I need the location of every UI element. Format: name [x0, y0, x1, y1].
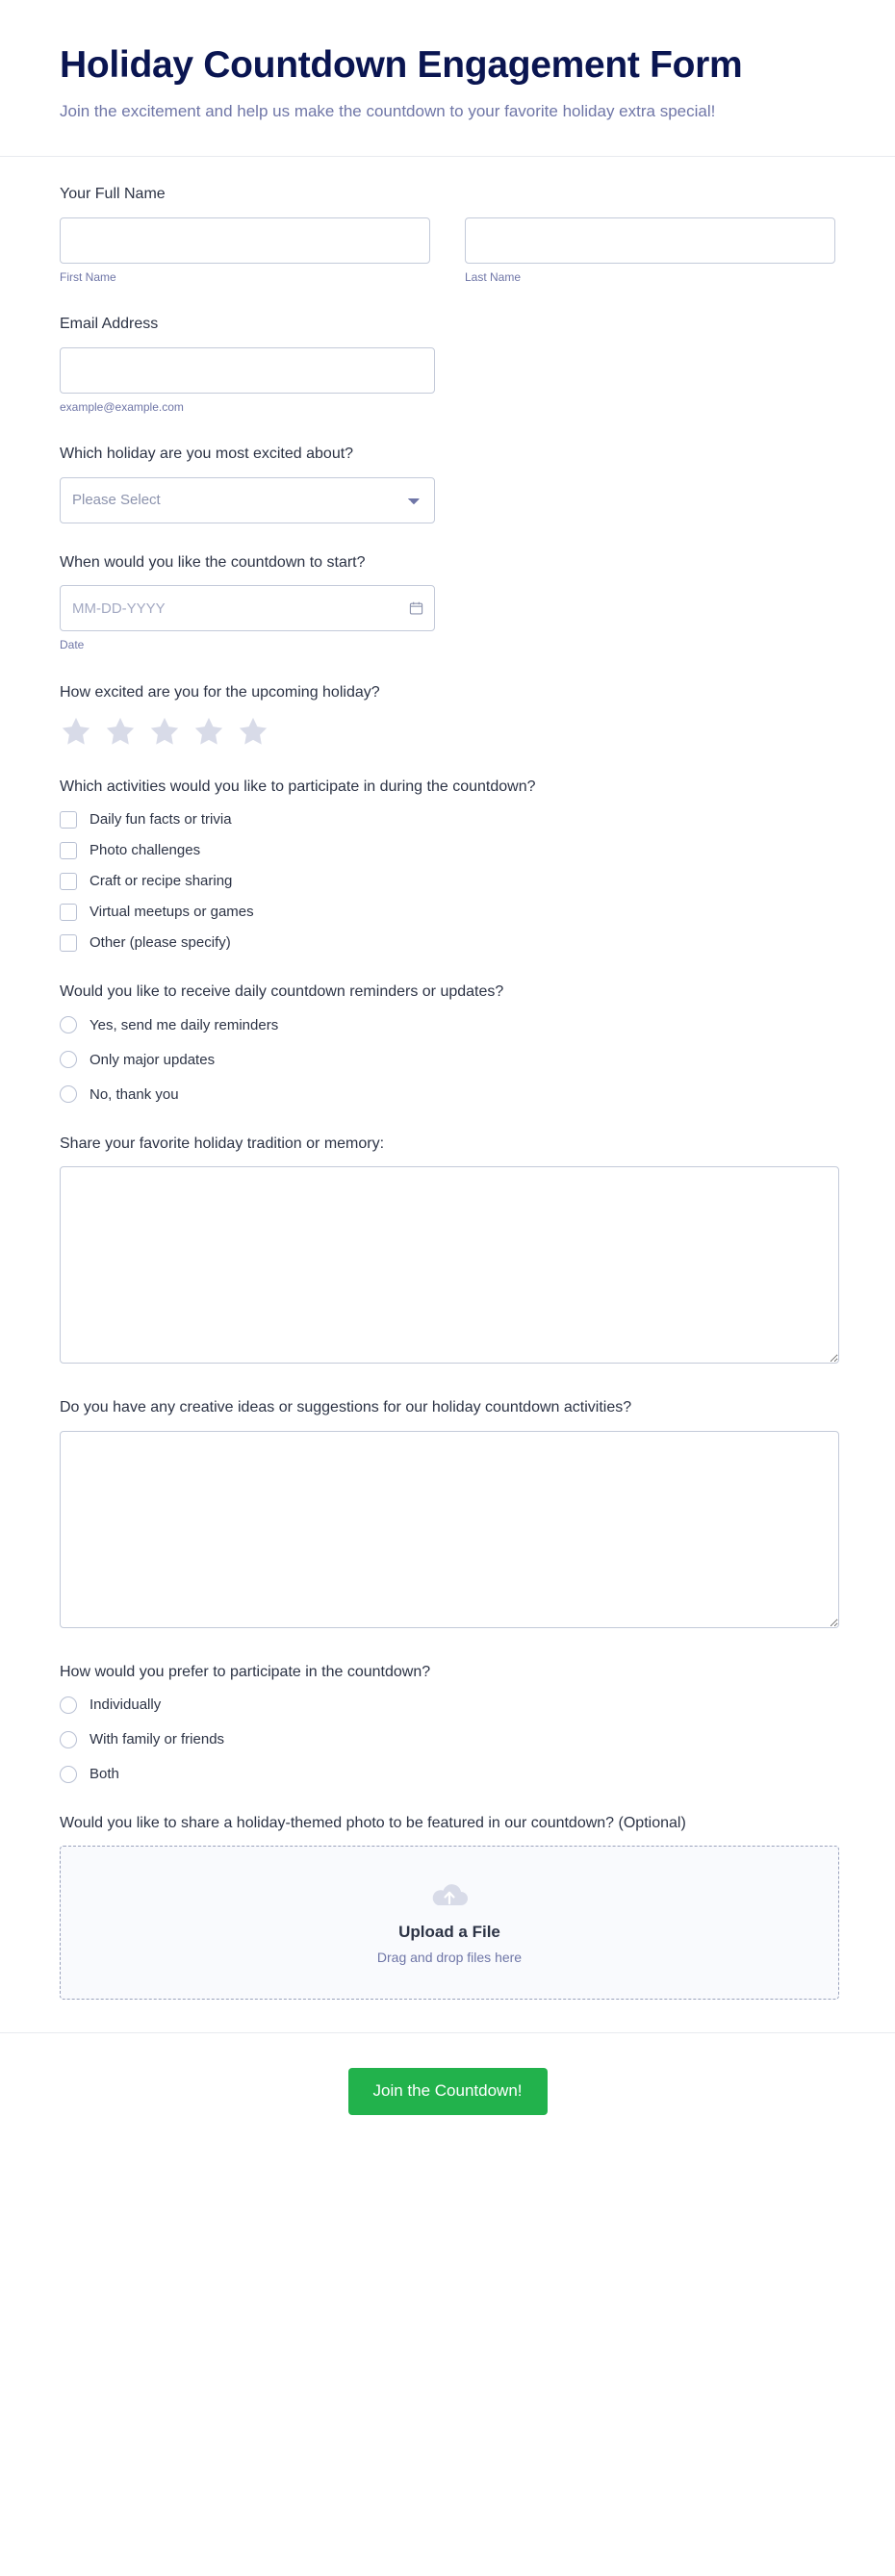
star-icon-4[interactable] — [192, 715, 225, 748]
holiday-label: Which holiday are you most excited about? — [60, 446, 354, 463]
photo-upload-label: Would you like to share a holiday-themed photo to be featured in our countdown? (Optional) — [60, 1815, 686, 1832]
field-start-date — [60, 552, 835, 653]
email-sublabel: example@example.com — [60, 399, 184, 414]
form-header — [0, 0, 895, 157]
option-label: Craft or recipe sharing — [90, 873, 233, 890]
field-activities — [60, 777, 835, 953]
star-icon-1[interactable] — [60, 715, 92, 748]
ideas-label: Do you have any creative ideas or suggestions for our holiday countdown activities? — [60, 1399, 632, 1416]
last-name-input[interactable] — [465, 217, 835, 264]
tradition-label: Share your favorite holiday tradition or memory: — [60, 1135, 385, 1152]
reminders-option-0[interactable] — [60, 1015, 835, 1035]
star-rating[interactable] — [60, 715, 835, 748]
option-label: Yes, send me daily reminders — [90, 1016, 279, 1033]
option-label: Daily fun facts or trivia — [90, 811, 232, 829]
option-label: Both — [90, 1766, 119, 1783]
field-tradition — [60, 1134, 835, 1368]
field-reminders — [60, 982, 835, 1104]
start-date-sublabel: Date — [60, 638, 85, 652]
first-name-group — [60, 217, 430, 286]
ideas-textarea[interactable] — [60, 1431, 839, 1628]
option-label: Individually — [90, 1696, 162, 1714]
page-title: Holiday Countdown Engagement Form — [60, 44, 743, 86]
option-label: Only major updates — [90, 1051, 216, 1068]
radio-icon[interactable] — [60, 1085, 77, 1103]
start-date-group — [60, 585, 435, 631]
star-icon-2[interactable] — [104, 715, 137, 748]
star-icon-5[interactable] — [237, 715, 269, 748]
field-participation — [60, 1662, 835, 1784]
activities-option-1[interactable] — [60, 840, 835, 860]
checkbox-icon[interactable] — [60, 811, 77, 829]
participation-label: How would you prefer to participate in the countdown? — [60, 1663, 431, 1680]
star-icon-3[interactable] — [148, 715, 181, 748]
email-label: Email Address — [60, 316, 159, 333]
radio-icon[interactable] — [60, 1696, 77, 1714]
field-holiday — [60, 444, 835, 523]
option-label: No, thank you — [90, 1085, 179, 1103]
first-name-input[interactable] — [60, 217, 430, 264]
option-label: Virtual meetups or games — [90, 904, 254, 921]
activities-option-4[interactable] — [60, 932, 835, 953]
option-label: Other (please specify) — [90, 934, 231, 952]
upload-cloud-icon — [429, 1880, 470, 1911]
excitement-label: How excited are you for the upcoming holiday? — [60, 683, 380, 701]
activities-option-0[interactable] — [60, 809, 835, 829]
field-email — [60, 314, 835, 415]
reminders-options — [60, 1015, 835, 1105]
full-name-label: Your Full Name — [60, 186, 166, 203]
activities-option-2[interactable] — [60, 871, 835, 891]
radio-icon[interactable] — [60, 1051, 77, 1068]
reminders-label: Would you like to receive daily countdown reminders or updates? — [60, 983, 504, 1001]
reminders-option-2[interactable] — [60, 1084, 835, 1105]
field-excitement — [60, 682, 835, 748]
activities-label: Which activities would you like to participate in during the countdown? — [60, 778, 536, 796]
option-label: Photo challenges — [90, 842, 201, 859]
field-ideas — [60, 1397, 835, 1632]
option-label: With family or friends — [90, 1731, 225, 1748]
field-photo-upload — [60, 1813, 835, 2000]
checkbox-icon[interactable] — [60, 873, 77, 890]
email-group — [60, 347, 435, 416]
last-name-sublabel: Last Name — [465, 269, 522, 284]
start-date-input[interactable] — [60, 585, 435, 631]
participation-options — [60, 1695, 835, 1784]
submit-button[interactable]: Join the Countdown! — [348, 2068, 548, 2114]
full-name-row — [60, 217, 835, 286]
radio-icon[interactable] — [60, 1016, 77, 1033]
form-subtitle: Join the excitement and help us make the countdown to your favorite holiday extra special! — [60, 101, 716, 120]
participation-option-2[interactable] — [60, 1764, 835, 1784]
email-field[interactable] — [60, 347, 435, 394]
field-full-name — [60, 184, 835, 285]
checkbox-icon[interactable] — [60, 904, 77, 921]
first-name-sublabel: First Name — [60, 269, 116, 284]
form-body — [0, 157, 895, 2000]
participation-option-0[interactable] — [60, 1695, 835, 1715]
holiday-select[interactable] — [60, 477, 435, 523]
upload-title: Upload a File — [398, 1923, 500, 1942]
start-date-label: When would you like the countdown to start? — [60, 553, 366, 571]
radio-icon[interactable] — [60, 1766, 77, 1783]
holiday-select-group — [60, 477, 435, 523]
checkbox-icon[interactable] — [60, 842, 77, 859]
last-name-group — [465, 217, 835, 286]
activities-options — [60, 809, 835, 953]
radio-icon[interactable] — [60, 1731, 77, 1748]
activities-option-3[interactable] — [60, 902, 835, 922]
reminders-option-1[interactable] — [60, 1050, 835, 1070]
file-upload-dropzone[interactable] — [60, 1846, 839, 2000]
form-footer — [0, 2032, 895, 2160]
tradition-textarea[interactable] — [60, 1166, 839, 1364]
participation-option-1[interactable] — [60, 1729, 835, 1749]
checkbox-icon[interactable] — [60, 934, 77, 952]
upload-hint: Drag and drop files here — [376, 1950, 523, 1966]
